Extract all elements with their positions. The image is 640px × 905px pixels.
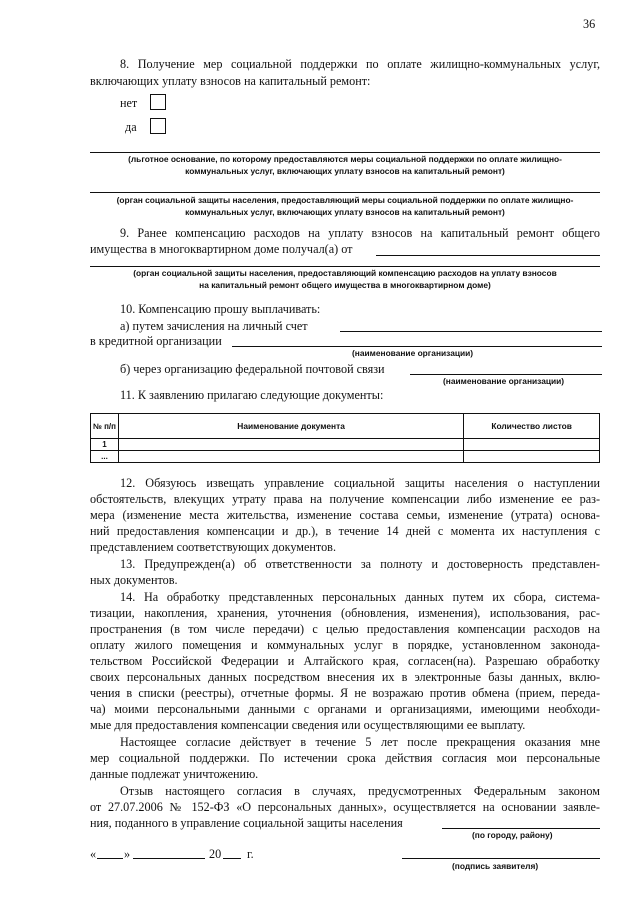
item13-line1: 13. Предупрежден(а) об ответственности за полноту и достоверность представлен- (120, 557, 600, 571)
signature-field-line[interactable] (402, 858, 600, 859)
item14-last: мые для предоставления компенсации сведения или осуществляющими ее выплату. (90, 718, 526, 732)
postal-org-caption: (наименование организации) (443, 376, 565, 386)
benefit-basis-caption-2: коммунальных услуг, включающих уплату взносов на капитальный ремонт) (185, 166, 505, 176)
item14-line6: своих персональных данных посредством внесения их в электронные базы данных, вклю- (90, 670, 600, 684)
year-field-line[interactable] (223, 858, 241, 859)
social-authority-caption-1: (орган социальной защиты населения, предоставляющий меры социальной поддержки по оплате жилищно- (116, 195, 574, 205)
table-cell-doc-count[interactable] (464, 439, 600, 451)
date-open-quote: « (90, 847, 97, 861)
consent-line2: мер социальной поддержки. По истечении срока действия согласия мои персональные (90, 751, 600, 765)
item14-line1: 14. На обработку представленных персональных данных путем их сбора, система- (120, 590, 600, 604)
item14-line5: тельством Российской Федерации и Алтайского края, согласен(на). Разрешаю обработку (90, 654, 600, 668)
item14-line7: чения в списки (реестры), отчетные формы. Я не возражаю против обмена (прием, переда- (90, 686, 600, 700)
page-number: 36 (583, 17, 596, 31)
option-a-label: а) путем зачисления на личный счет (120, 319, 308, 333)
table-header-name: Наименование документа (118, 414, 463, 439)
table-cell-doc-name[interactable] (118, 451, 463, 463)
item9-line1: 9. Ранее компенсацию расходов на уплату взносов на капитальный ремонт общего (120, 226, 600, 240)
yes-checkbox[interactable] (150, 118, 166, 134)
revoke-line1: Отзыв настоящего согласия в случаях, предусмотренных Федеральным законом (120, 784, 600, 798)
yes-label: да (125, 120, 137, 134)
date-close-quote: » (124, 847, 131, 861)
item14-line3: пространения (в том числе передачи) с целью предоставления компенсации расходов на (90, 622, 600, 636)
item12-line1: 12. Обязуюсь извещать управление социальной защиты населения о наступлении (120, 476, 600, 490)
item14-line8: ча) моими персональными данными с органами и организациями, имеющими необходи- (90, 702, 600, 716)
social-authority-caption-2: коммунальных услуг, включающих уплату взносов на капитальный ремонт) (185, 207, 505, 217)
item11-title: 11. К заявлению прилагаю следующие документы: (120, 388, 384, 402)
item8-line2: включающих уплату взносов на капитальный ремонт: (90, 74, 371, 88)
item13-last: ных документов. (90, 573, 178, 587)
revoke-line2: от 27.07.2006 № 152-ФЗ «О персональных данных», осуществляется на основании заявле- (90, 800, 600, 814)
item8-line1: 8. Получение мер социальной поддержки по оплате жилищно-коммунальных услуг, (120, 57, 600, 71)
consent-last: данные подлежат уничтожению. (90, 767, 259, 781)
year-prefix: 20 (209, 847, 222, 861)
table-cell-doc-count[interactable] (464, 451, 600, 463)
credit-org-caption: (наименование организации) (352, 348, 474, 358)
item12-line3: мера (изменение места жительства, изменение состава семьи, изменение (утрата) основа- (90, 508, 600, 522)
year-suffix: г. (247, 847, 254, 861)
month-field-line[interactable] (133, 858, 205, 859)
table-row-number: 1 (91, 439, 119, 451)
item9-line2: имущества в многоквартирном доме получал(а) от (90, 242, 353, 256)
table-header-count: Количество листов (464, 414, 600, 439)
benefit-basis-field-line[interactable] (90, 152, 600, 153)
district-field-line[interactable] (442, 828, 600, 829)
item12-line4: ний предоставления компенсации и др.), в течение 14 дней с момента их наступления с (90, 524, 600, 538)
option-b-label: б) через организацию федеральной почтовой связи (120, 362, 385, 376)
item12-last: представлением соответствующих документов. (90, 540, 336, 554)
item9-caption-1: (орган социальной защиты населения, предоставляющий компенсацию расходов на уплату взносов (133, 268, 557, 278)
revoke-line3: ния, поданного в управление социальной защиты населения (90, 816, 403, 830)
previous-authority-field-line-2[interactable] (90, 266, 600, 267)
table-header-number: № п/п (91, 414, 119, 439)
postal-org-field-line[interactable] (410, 374, 602, 375)
item12-line2: обстоятельств, влекущих утрату права на получение компенсации либо изменение ее раз- (90, 492, 600, 506)
previous-authority-field-line[interactable] (376, 255, 600, 256)
consent-line1: Настоящее согласие действует в течение 5 лет после прекращения оказания мне (120, 735, 600, 749)
item9-caption-2: на капитальный ремонт общего имущества в многоквартирном доме) (199, 280, 491, 290)
credit-org-field-line[interactable] (232, 346, 602, 347)
table-row-number: ... (91, 451, 119, 463)
day-field-line[interactable] (97, 858, 123, 859)
option-a-cont: в кредитной организации (90, 334, 222, 348)
table-cell-doc-name[interactable] (118, 439, 463, 451)
no-checkbox[interactable] (150, 94, 166, 110)
social-authority-field-line[interactable] (90, 192, 600, 193)
item10-title: 10. Компенсацию прошу выплачивать: (120, 302, 321, 316)
signature-caption: (подпись заявителя) (452, 861, 539, 871)
account-number-field-line[interactable] (340, 331, 602, 332)
no-label: нет (120, 96, 138, 110)
item14-line4: оплату жилого помещения и коммунальных услуг в порядке, установленном законода- (90, 638, 600, 652)
item14-line2: тизации, накопления, хранения, уточнения (обновления, изменения), использования, рас- (90, 606, 600, 620)
documents-table (90, 413, 600, 463)
benefit-basis-caption-1: (льготное основание, по которому предоставляются меры социальной поддержки по оплате жилищно- (128, 154, 562, 164)
district-caption: (по городу, району) (472, 830, 553, 840)
